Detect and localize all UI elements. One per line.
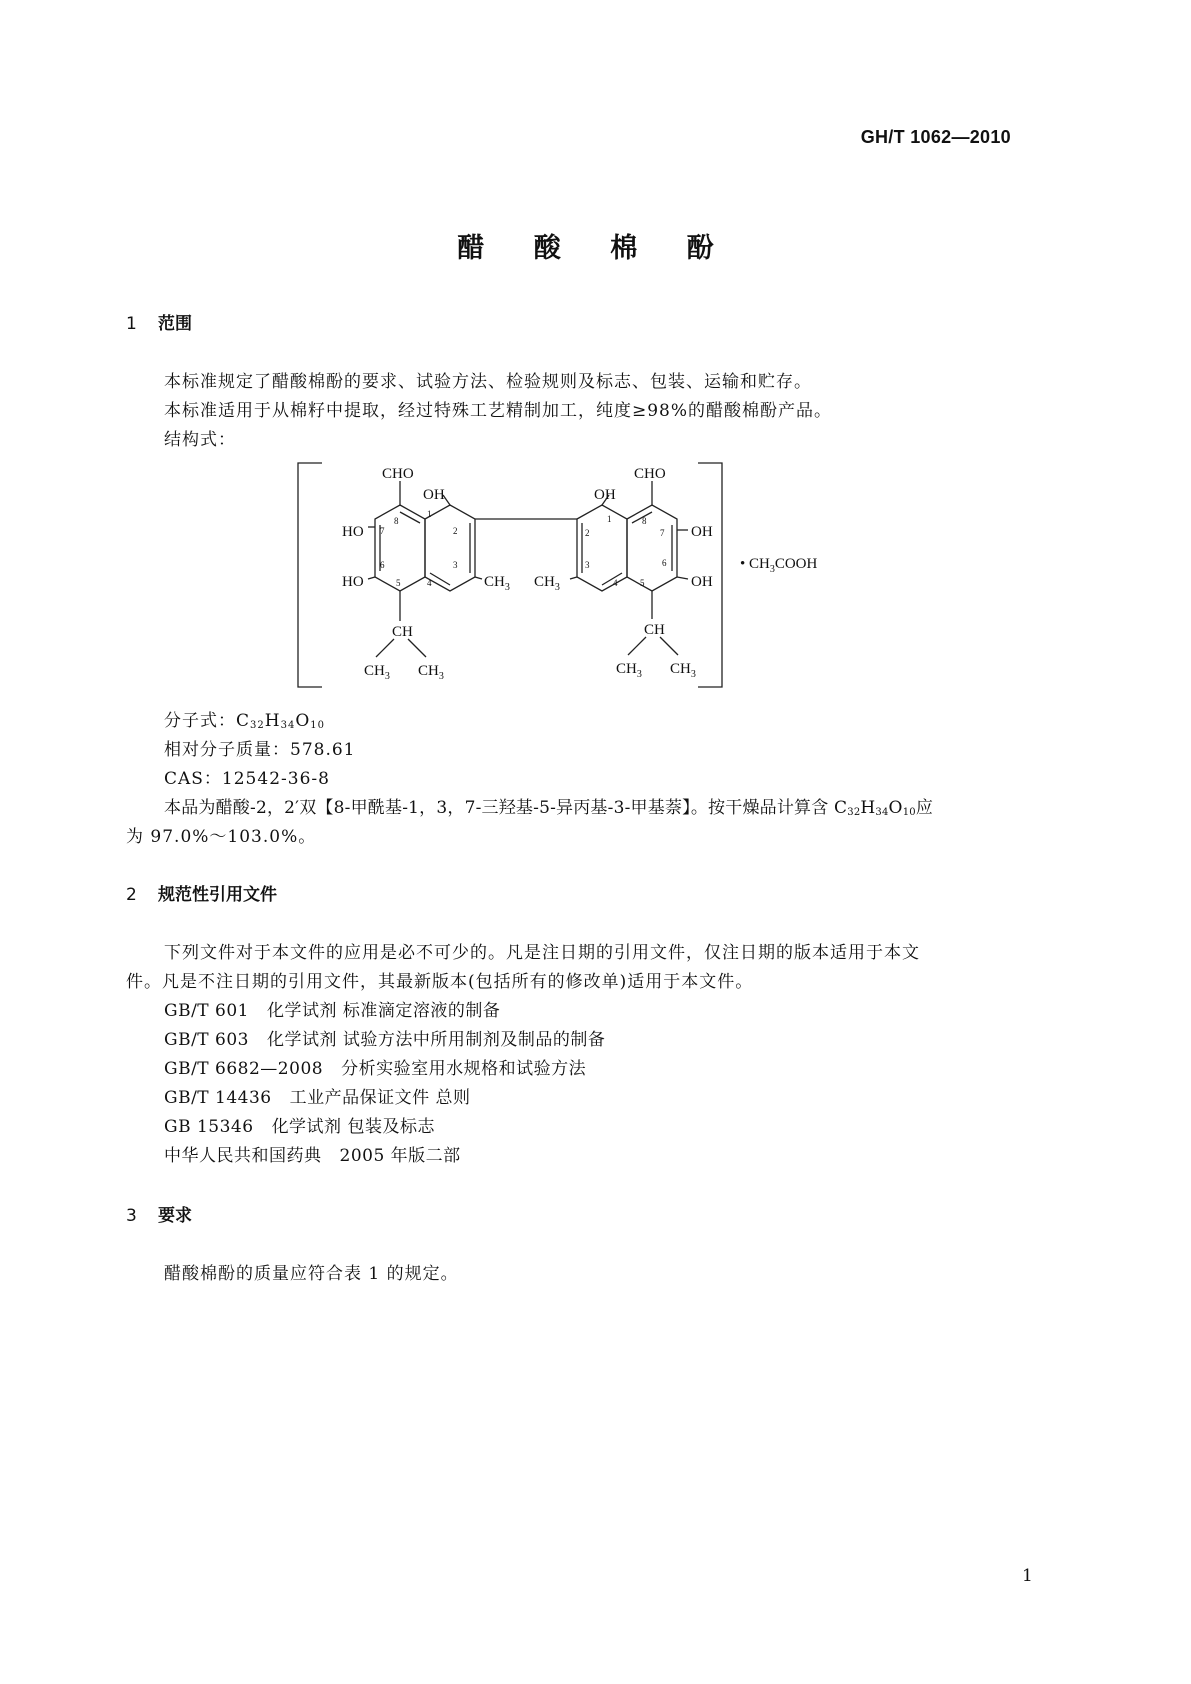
document-title: 醋 酸 棉 酚 — [457, 233, 734, 264]
paragraph: 件。凡是不注日期的引用文件，其最新版本(包括所有的修改单)适用于本文件。 — [126, 972, 754, 992]
reference-item — [164, 1112, 435, 1137]
reference-code: GB/T 6682—2008 — [164, 1059, 324, 1079]
ring-number: 4 — [613, 578, 618, 588]
ring-number: 5 — [640, 578, 645, 588]
product-description-cont: 为 97.0%～103.0%。 — [126, 827, 317, 847]
paragraph: 醋酸棉酚的质量应符合表 1 的规定。 — [164, 1264, 459, 1284]
ring-number: 8 — [642, 516, 647, 526]
reference-item — [164, 996, 500, 1021]
methyl-label: $CH_3$ — [484, 574, 510, 593]
section-1-heading — [126, 309, 192, 334]
ring-number: 6 — [662, 558, 667, 568]
structure-label: 结构式： — [164, 430, 236, 450]
reference-title: 分析实验室用水规格和试验方法 — [341, 1059, 587, 1079]
methyl-label: $CH_3$ — [364, 663, 390, 682]
methyl-label: $CH_3$ — [670, 661, 696, 680]
ring-number: 8 — [394, 516, 399, 526]
oh-label: OH — [423, 487, 445, 503]
reference-item — [164, 1083, 471, 1108]
ring-number: 6 — [380, 560, 385, 570]
ring-number: 7 — [380, 526, 385, 536]
reference-title: 化学试剂 标准滴定溶液的制备 — [267, 1001, 501, 1021]
oh-label: OH — [594, 487, 616, 503]
reference-code: GB/T 601 — [164, 1001, 249, 1021]
paragraph: 下列文件对于本文件的应用是必不可少的。凡是注日期的引用文件，仅注日期的版本适用于本文 — [164, 943, 920, 963]
paragraph: 本标准规定了醋酸棉酚的要求、试验方法、检验规则及标志、包装、运输和贮存。 — [164, 372, 812, 392]
oh-label: OH — [691, 524, 713, 540]
ring-number: 7 — [660, 528, 665, 538]
structural-formula — [290, 455, 850, 695]
ring-number: 1 — [427, 509, 432, 519]
cho-label: CHO — [634, 466, 666, 482]
page-number: 1 — [1022, 1566, 1033, 1586]
reference-title: 工业产品保证文件 总则 — [289, 1088, 471, 1108]
section-title: 规范性引用文件 — [158, 885, 277, 905]
section-2-heading — [126, 880, 277, 905]
methyl-label: $CH_3$ — [418, 663, 444, 682]
acetic-acid-label: • $CH_3COOH$ — [740, 556, 818, 575]
section-title: 范围 — [158, 314, 192, 334]
molecular-formula: 分子式：$C_{32}H_{34}O_{10}$ — [164, 711, 325, 731]
oh-label: OH — [691, 574, 713, 590]
ring-number: 1 — [607, 514, 612, 524]
ring-number: 4 — [427, 578, 432, 588]
reference-code: GB/T 603 — [164, 1030, 249, 1050]
reference-item — [164, 1141, 461, 1166]
section-title: 要求 — [158, 1206, 192, 1226]
reference-title: 2005 年版二部 — [339, 1146, 461, 1166]
ring-number: 3 — [585, 560, 590, 570]
cho-label: CHO — [382, 466, 414, 482]
section-number: 3 — [126, 1206, 137, 1226]
methyl-label: $CH_3$ — [616, 661, 642, 680]
ho-label: HO — [342, 574, 364, 590]
section-number: 2 — [126, 885, 137, 905]
ring-number: 3 — [453, 560, 458, 570]
ch-label: CH — [392, 624, 413, 640]
reference-item — [164, 1054, 586, 1079]
ring-number: 2 — [453, 526, 458, 536]
ring-number: 5 — [396, 578, 401, 588]
ring-number: 2 — [585, 528, 590, 538]
reference-title: 化学试剂 包装及标志 — [271, 1117, 435, 1137]
ch-label: CH — [644, 622, 665, 638]
paragraph: 本标准适用于从棉籽中提取，经过特殊工艺精制加工，纯度≥98%的醋酸棉酚产品。 — [164, 401, 833, 421]
reference-item — [164, 1025, 605, 1050]
product-description: 本品为醋酸-2，2′双【8-甲酰基-1，3，7-三羟基-5-异丙基-3-甲基萘】。按干燥品计算含 $C_{32}H_{34}O_{10}$应 — [164, 798, 934, 818]
standard-number: GH/T 1062—2010 — [860, 127, 1011, 147]
reference-code: GB/T 14436 — [164, 1088, 272, 1108]
ho-label: HO — [342, 524, 364, 540]
section-number: 1 — [126, 314, 137, 334]
section-3-heading — [126, 1201, 192, 1226]
molar-mass: 相对分子质量：578.61 — [164, 740, 356, 760]
cas-number: CAS：12542-36-8 — [164, 769, 330, 789]
reference-code: GB 15346 — [164, 1117, 254, 1137]
reference-title: 化学试剂 试验方法中所用制剂及制品的制备 — [267, 1030, 606, 1050]
methyl-label: $CH_3$ — [534, 574, 560, 593]
reference-code: 中华人民共和国药典 — [164, 1146, 322, 1166]
